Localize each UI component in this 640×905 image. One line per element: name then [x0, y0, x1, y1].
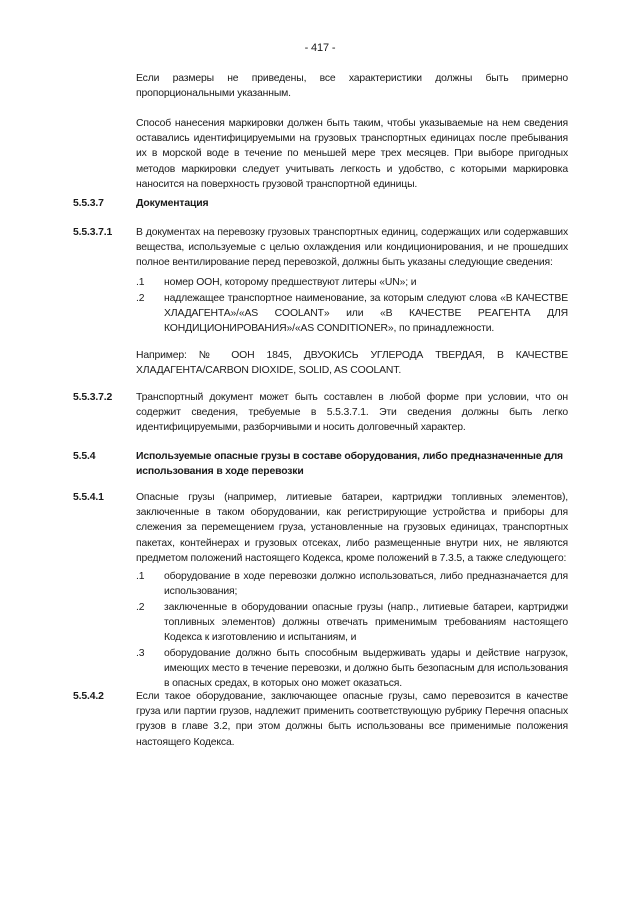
section-number: 5.5.4 — [73, 451, 96, 462]
section-number: 5.5.3.7.1 — [73, 227, 113, 238]
list-item-number: .1 — [136, 571, 145, 582]
section-number: 5.5.3.7.2 — [73, 392, 113, 403]
list-item-number: .2 — [136, 602, 145, 613]
example-text: Например: № ООН 1845, ДВУОКИСЬ УГЛЕРОДА ТВЕРДАЯ, В КАЧЕСТВЕ ХЛАДАГЕНТА/CARBON DIOXIDE, SOLID, AS COOLANT. — [136, 350, 568, 377]
list-item-text: номер ООН, которому предшествуют литеры «UN»; и — [164, 277, 417, 288]
section-number: 5.5.4.1 — [73, 492, 104, 503]
list-item-text: заключенные в оборудовании опасные грузы (напр., литиевые батареи, картриджи топливных элементов) должны отвечать применимым требованиям настоящего Кодекса к изготовлению и испытаниям, и — [164, 602, 568, 644]
list-item-text: надлежащее транспортное наименование, за которым следуют слова «В КАЧЕСТВЕ ХЛАДАГЕНТА»/«AS COOLANT» или «В КАЧЕСТВЕ РЕАГЕНТА ДЛЯ КОНДИЦИОНИРОВАНИЯ»/«AS CONDITIONER», по принадлежности. — [164, 293, 568, 335]
list-item-text: оборудование в ходе перевозки должно использоваться, либо предназначается для использования; — [164, 571, 568, 598]
section-heading: Документация — [136, 198, 209, 209]
list-item-number: .1 — [136, 277, 145, 288]
section-text: Транспортный документ может быть составлен в любой форме при условии, что он содержит сведения, требуемые в 5.5.3.7.1. Эти сведения должны быть легко идентифицируемыми, разборчивыми и носить долговечный характер. — [136, 392, 568, 434]
page-number: - 417 - — [304, 42, 336, 54]
section-text: В документах на перевозку грузовых транспортных единиц, содержащих или содержавших вещества, используемые с целью охлаждения или кондиционирования, и не прошедших полное вентилирование перед перевозкой, должны быть указаны следующие сведения: — [136, 227, 568, 269]
list-item-text: оборудование должно быть способным выдерживать удары и действие нагрузок, имеющих место в течение перевозки, и должно быть безопасным для использования в опасных средах, в которых оно может оказаться. — [164, 648, 568, 690]
section-heading: Используемые опасные грузы в составе оборудования, либо предназначенные для использования в ходе перевозки — [136, 451, 563, 478]
section-number: 5.5.4.2 — [73, 691, 104, 702]
list-item-number: .3 — [136, 648, 145, 659]
list-item-number: .2 — [136, 293, 145, 304]
intro-paragraph: Если размеры не приведены, все характеристики должны быть примерно пропорциональными указанным. — [136, 73, 568, 100]
section-text: Если такое оборудование, заключающее опасные грузы, само перевозится в качестве груза или партии грузов, надлежит применить соответствующую рубрику Перечня опасных грузов в главе 3.2, при этом должны быть использованы все применимые положения настоящего Кодекса. — [136, 691, 568, 748]
section-number: 5.5.3.7 — [73, 198, 104, 209]
section-text: Опасные грузы (например, литиевые батареи, картриджи топливных элементов), заключенные в таком оборудовании, как регистрирующие устройства и приборы для слежения за перемещением груза, установленные на грузовых единицах, транспортных пакетах, контейнерах и грузовых отсеках, либо размещенные внутри них, не являются предметом положений настоящего Кодекса, кроме положений в 7.3.5, а также следующего: — [136, 492, 568, 564]
intro-paragraph: Способ нанесения маркировки должен быть таким, чтобы указываемые на нем сведения оставались идентифицируемыми на грузовых транспортных единицах после пребывания их в морской воде в течение по меньшей мере трех месяцев. При выборе пригодных методов маркировки следует учитывать легкость и удобство, с которыми маркировка наносится на поверхность грузовой транспортной единицы. — [136, 118, 568, 190]
